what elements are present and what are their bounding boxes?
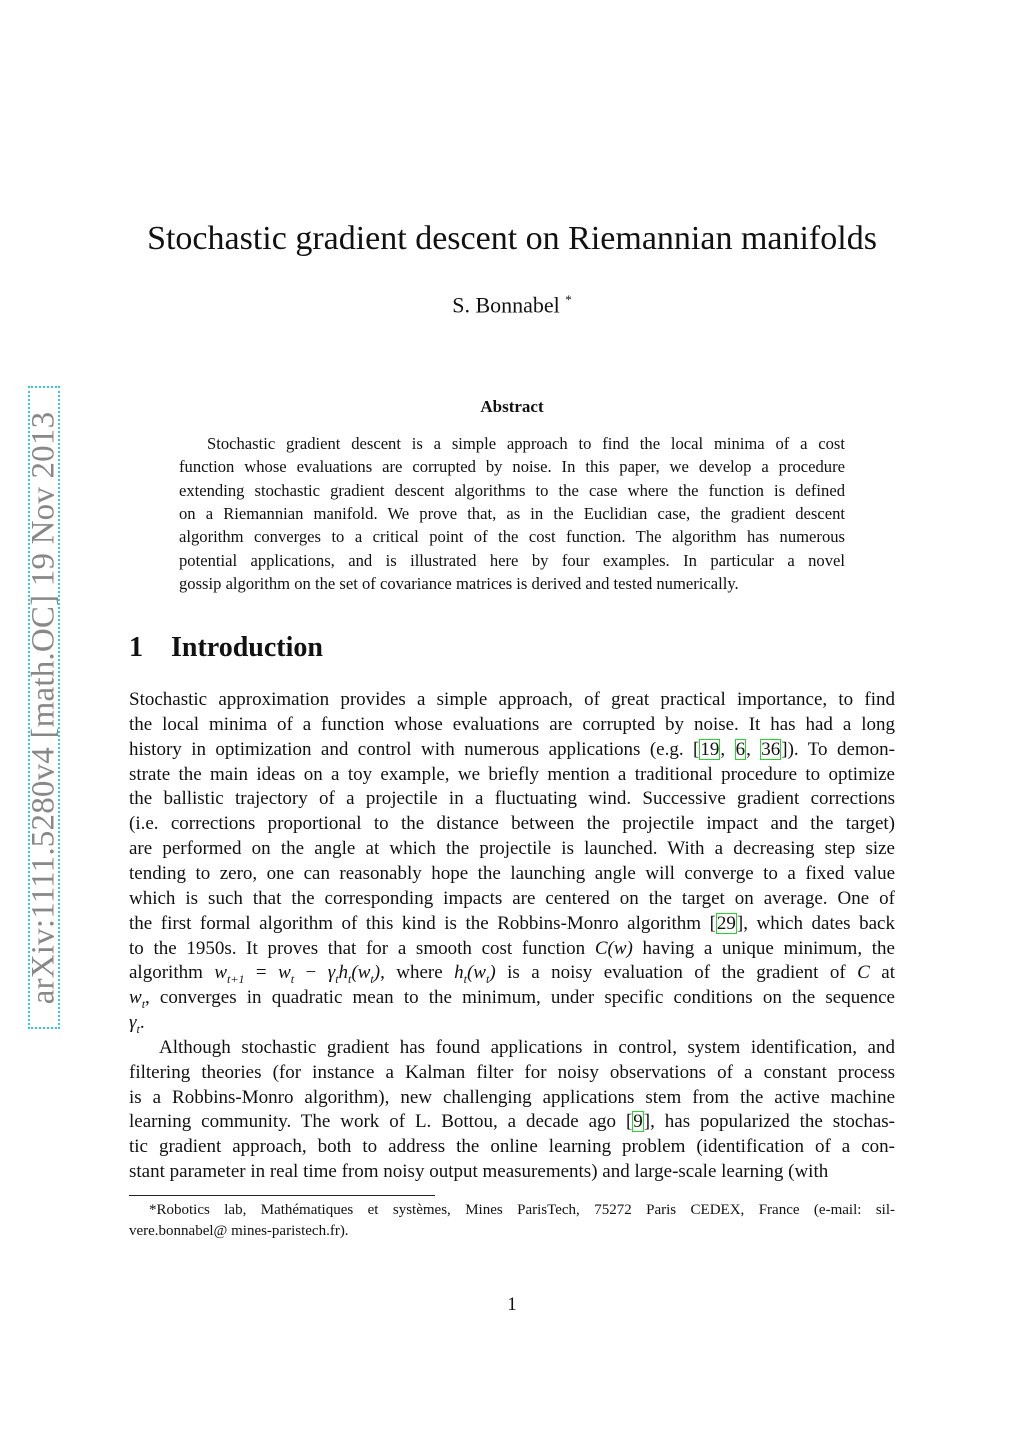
math-subscript: t: [463, 972, 467, 987]
math-symbol: [857, 962, 870, 983]
body-text: =: [244, 962, 279, 984]
math-base: w: [278, 962, 291, 984]
body-line: [129, 837, 895, 861]
body-text: filtering theories (for instance a Kalman filter for noisy observations of a constant process: [129, 1061, 895, 1083]
body-text: tic gradient approach, both to address the online learning problem (identification of a con-: [129, 1136, 895, 1158]
body-text: is a Robbins-Monro algorithm), new challenging applications stem from the active machine: [129, 1086, 895, 1108]
math-base: h: [454, 962, 464, 984]
body-line: [129, 961, 895, 985]
body-text: algorithm: [129, 962, 215, 984]
body-text: , converges in quadratic mean to the minimum, under specific conditions on the sequence: [145, 987, 895, 1009]
math-base: (w: [351, 962, 371, 984]
math-base: h: [338, 962, 349, 984]
math-base: γ: [327, 962, 336, 984]
body-text: the ballistic trajectory of a projectile in a fluctuating wind. Successive gradient corrections: [129, 788, 895, 810]
body-text: stant parameter in real time from noisy output measurements) and large-scale learning (with: [129, 1161, 829, 1183]
author-footnote-mark: *: [565, 292, 572, 307]
math-symbol: [338, 962, 352, 987]
citation-link[interactable]: 9: [633, 1111, 643, 1133]
body-text: Stochastic approximation provides a simple approach, of great practical importance, to find: [129, 689, 895, 710]
body-text: the local minima of a function whose evaluations are corrupted by noise. It has had a long: [129, 713, 895, 735]
body-text: learning community. The work of L. Bottou, a decade ago [: [129, 1111, 633, 1133]
body-line: [129, 1160, 895, 1184]
body-text: having a unique minimum, the: [632, 937, 895, 959]
math-subscript: t: [370, 972, 374, 987]
math-subscript: t: [141, 996, 146, 1011]
math-symbol: [214, 962, 245, 987]
body-line: [129, 763, 895, 787]
abstract-line: gossip algorithm on the set of covariance matrices is derived and tested numerically.: [179, 573, 739, 593]
math-base: ): [489, 962, 496, 984]
body-text: (i.e. corrections proportional to the distance between the projectile impact and the target): [129, 813, 895, 835]
body-text: tending to zero, one can reasonably hope the launching angle will converge to a fixed value: [129, 862, 895, 884]
math-base: C: [857, 962, 870, 984]
math-symbol: [129, 987, 146, 1011]
body-text: to the 1950s. It proves that for a smooth cost function: [129, 937, 595, 959]
citation-link[interactable]: 19: [700, 738, 720, 760]
math-symbol: [454, 962, 467, 987]
body-text: ]). To demon-: [781, 738, 895, 760]
body-line: [129, 713, 895, 737]
arxiv-identifier: arXiv:1111.5280v4 [math.OC] 19 Nov 2013: [25, 411, 62, 1004]
body-text: is a noisy evaluation of the gradient of: [495, 962, 858, 984]
body-text: .: [139, 1012, 145, 1034]
page-number: 1: [507, 1294, 517, 1315]
body-text: history in optimization and control with numerous applications (e.g. [: [129, 738, 700, 760]
abstract-line: on a Riemannian manifold. We prove that, as in the Euclidian case, the gradient descent: [179, 503, 845, 523]
body-line: [129, 1110, 895, 1134]
math-symbol: [129, 1012, 140, 1036]
math-subscript: t+1: [227, 972, 245, 987]
math-subscript: t: [290, 972, 295, 987]
body-line: [129, 1061, 895, 1085]
body-line: [129, 887, 895, 911]
body-text: −: [294, 962, 328, 984]
abstract-heading: Abstract: [480, 397, 544, 416]
citation-link[interactable]: 29: [716, 912, 736, 934]
body-text: which is such that the corresponding impacts are centered on the target on average. One of: [129, 887, 895, 909]
body-line: [129, 986, 895, 1010]
math-subscript: t: [136, 1021, 140, 1036]
body-text: ], has popularized the stochas-: [643, 1111, 895, 1133]
section-number: 1: [129, 632, 143, 663]
section-title: Introduction: [171, 632, 323, 663]
math-base: w: [214, 962, 228, 984]
math-subscript: t: [348, 972, 352, 987]
abstract-line: function whose evaluations are corrupted by noise. In this paper, we develop a procedure: [179, 457, 845, 477]
body-line: [129, 912, 895, 936]
footnote-line: *Robotics lab, Mathématiques et systèmes, Mines ParisTech, 75272 Paris CEDEX, France (e-mail: sil-: [149, 1202, 895, 1218]
body-text: at: [869, 962, 895, 984]
math-subscript: t: [335, 972, 339, 987]
body-line: [129, 1135, 895, 1159]
math-symbol: [278, 962, 295, 987]
body-text: the first formal algorithm of this kind is the Robbins-Monro algorithm [: [129, 912, 716, 934]
body-line: [129, 862, 895, 886]
body-line: [129, 1036, 895, 1060]
body-line: [129, 1086, 895, 1110]
citation-link[interactable]: 36: [761, 738, 781, 760]
abstract-line: Stochastic gradient descent is a simple approach to find the local minima of a cost: [207, 434, 845, 453]
abstract-line: potential applications, and is illustrated here by four examples. In particular a novel: [179, 550, 845, 570]
math-base: (w: [466, 962, 486, 984]
section-heading: [129, 632, 323, 664]
body-line: [129, 812, 895, 836]
body-text: ], which dates back: [736, 912, 895, 934]
math-symbol: [467, 962, 486, 983]
body-line: [129, 738, 895, 762]
arxiv-stamp: [25, 386, 62, 1029]
body-line: [129, 937, 895, 961]
math-symbol: [327, 962, 339, 987]
body-text: ,: [720, 738, 735, 760]
author-name: S. Bonnabel: [452, 292, 560, 318]
math-base: C(w): [594, 937, 633, 959]
body-text: are performed on the angle at which the projectile is launched. With a decreasing step size: [129, 838, 895, 860]
body-text: , where: [380, 962, 455, 984]
body-text: strate the main ideas on a toy example, we briefly mention a traditional procedure to optimize: [129, 763, 895, 785]
citation-link[interactable]: 6: [735, 738, 746, 760]
author-line: [0, 292, 1024, 318]
math-subscript: t: [485, 972, 490, 987]
abstract-line: algorithm converges to a critical point of the cost function. The algorithm has numerous: [179, 527, 845, 547]
math-base: w: [129, 987, 142, 1009]
footnote-line: vere.bonnabel@ mines-paristech.fr).: [129, 1222, 349, 1239]
body-line: [129, 787, 895, 811]
math-symbol: [595, 938, 633, 959]
body-text: Although stochastic gradient has found applications in control, system identification, and: [159, 1036, 895, 1058]
body-line: [129, 688, 895, 712]
paper-title: Stochastic gradient descent on Riemannian manifolds: [147, 220, 877, 257]
footnote-rule: [129, 1195, 435, 1196]
body-text: ,: [746, 738, 761, 760]
math-base: γ: [129, 1012, 137, 1034]
math-symbol: [351, 962, 370, 983]
body-line: [129, 1011, 895, 1035]
abstract-line: extending stochastic gradient descent algorithms to the case where the function is defined: [179, 480, 845, 500]
math-base: ): [373, 962, 381, 984]
